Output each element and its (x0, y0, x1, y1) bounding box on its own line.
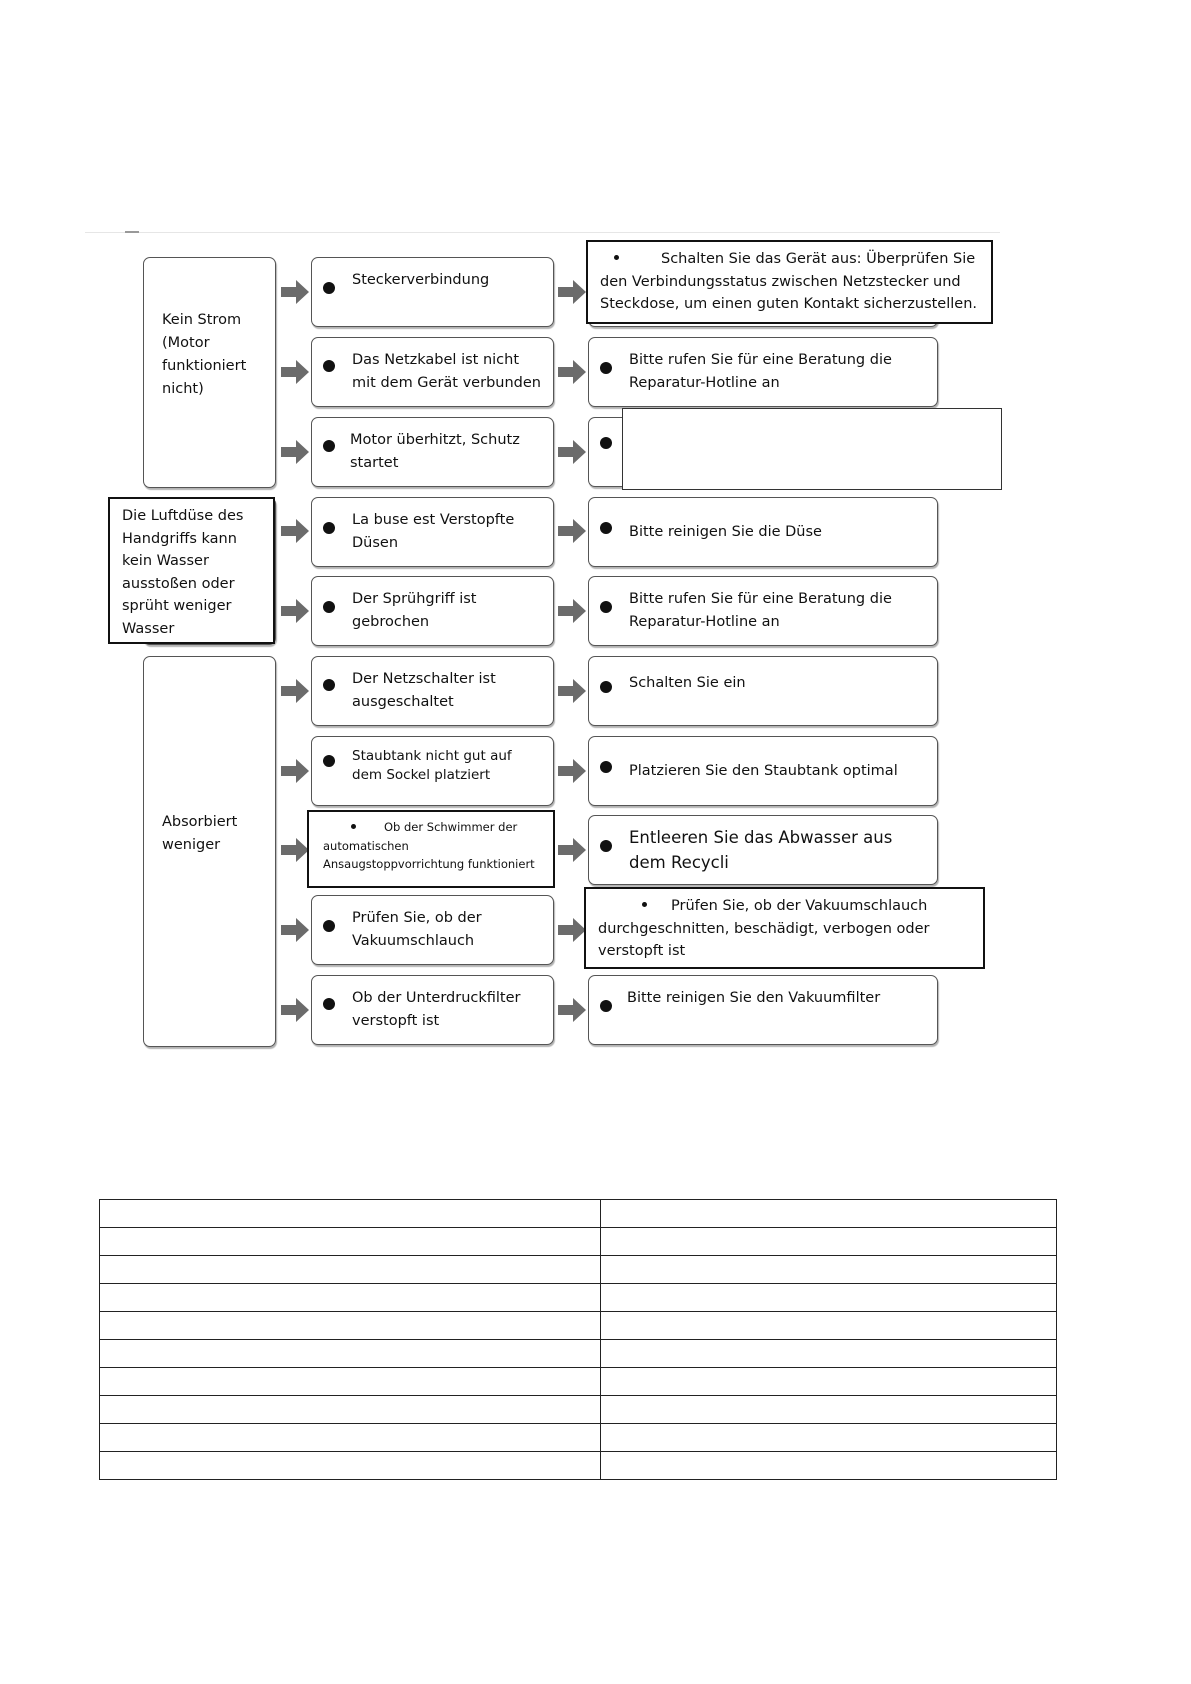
bullet-dot-icon (600, 840, 612, 852)
table-cell (601, 1256, 1057, 1284)
solution-text: Platzieren Sie den Staubtank optimal (629, 762, 898, 779)
bullet-dot-icon (323, 601, 335, 613)
cause-text: Der Netzschalter ist ausgeschaltet (352, 671, 496, 710)
table-row (100, 1424, 1057, 1452)
table-row (100, 1256, 1057, 1284)
table-cell (601, 1424, 1057, 1452)
cause-text: Prüfen Sie, ob der Vakuumschlauch (352, 910, 482, 949)
table-row (100, 1368, 1057, 1396)
table-cell (601, 1228, 1057, 1256)
table-row (100, 1340, 1057, 1368)
bullet-dot-icon (600, 761, 612, 773)
cause-box (311, 895, 554, 965)
bullet-dot-icon (600, 681, 612, 693)
solution-box (588, 497, 938, 567)
category-label: Absorbiert weniger (162, 813, 238, 853)
solution-box (588, 975, 938, 1045)
arrow-right-icon (281, 918, 309, 942)
category-no-power (143, 257, 276, 488)
arrow-right-icon (281, 280, 309, 304)
bullet-dot-icon (323, 360, 335, 372)
bullet-dot-icon (323, 998, 335, 1010)
table-row (100, 1312, 1057, 1340)
bullet-dot-icon (323, 755, 335, 767)
arrow-right-icon (558, 918, 586, 942)
arrow-right-icon (281, 440, 309, 464)
bullet-dot-icon (600, 362, 612, 374)
cause-box (311, 736, 554, 806)
category-absorbs-less (143, 656, 276, 1047)
bullet-dot-icon (323, 920, 335, 932)
solution-box (588, 815, 938, 885)
solution-box (588, 736, 938, 806)
solution-text: Schalten Sie das Gerät aus: Überprüfen Sie den Verbindungsstatus zwischen Netzstecker und Steckdose, um einen guten Kontakt sicherzustellen. (600, 251, 978, 312)
solution-box (588, 337, 938, 407)
cause-text: Ob der Schwimmer der automatischen Ansaugstoppvorrichtung funktioniert (323, 820, 535, 871)
table-cell (601, 1396, 1057, 1424)
table-cell (100, 1452, 601, 1480)
arrow-right-icon (558, 519, 586, 543)
table-cell (601, 1200, 1057, 1228)
arrow-right-icon (558, 360, 586, 384)
solution-box-hose (584, 887, 985, 969)
category-nozzle (108, 497, 275, 644)
bullet-icon (351, 824, 356, 829)
arrow-right-icon (558, 679, 586, 703)
arrow-right-icon (281, 599, 309, 623)
arrow-right-icon (558, 280, 586, 304)
cause-text: Ob der Unterdruckfilter verstopft ist (352, 990, 521, 1029)
solution-text: Bitte rufen Sie für eine Beratung die Reparatur-Hotline an (629, 352, 892, 391)
table-cell (100, 1424, 601, 1452)
bullet-dot-icon (600, 1000, 612, 1012)
table-cell (601, 1368, 1057, 1396)
table-row (100, 1228, 1057, 1256)
solution-text: Schalten Sie ein (629, 675, 746, 691)
cause-box-float-switch (307, 810, 555, 888)
solution-box-plug (586, 240, 993, 324)
bullet-dot-icon (600, 601, 612, 613)
bullet-icon (614, 255, 619, 260)
arrow-right-icon (281, 519, 309, 543)
category-label: Die Luftdüse des Handgriffs kann kein Wasser ausstoßen oder sprüht weniger Wasser (122, 508, 244, 637)
cause-box (311, 337, 554, 407)
table-row (100, 1284, 1057, 1312)
table-cell (100, 1256, 601, 1284)
cause-box (311, 576, 554, 646)
solution-blank-overlay (622, 408, 1002, 490)
arrow-right-icon (558, 759, 586, 783)
category-label: Kein Strom (Motor funktioniert nicht) (162, 311, 247, 397)
arrow-right-icon (281, 838, 309, 862)
cause-text: Das Netzkabel ist nicht mit dem Gerät verbunden (352, 352, 541, 391)
cause-box (311, 975, 554, 1045)
arrow-right-icon (281, 759, 309, 783)
table-cell (100, 1284, 601, 1312)
bullet-dot-icon (323, 282, 335, 294)
bullet-dot-icon (323, 522, 335, 534)
bullet-dot-icon (600, 437, 612, 449)
table-cell (100, 1228, 601, 1256)
table-row (100, 1396, 1057, 1424)
table-cell (601, 1340, 1057, 1368)
cause-text: Der Sprühgriff ist gebrochen (352, 591, 477, 630)
cause-box (311, 497, 554, 567)
table-row (100, 1452, 1057, 1480)
table-cell (100, 1200, 601, 1228)
bullet-dot-icon (323, 679, 335, 691)
table-cell (100, 1312, 601, 1340)
solution-text: Bitte reinigen Sie die Düse (629, 523, 822, 540)
arrow-right-icon (558, 998, 586, 1022)
table-cell (100, 1396, 601, 1424)
solution-box (588, 656, 938, 726)
arrow-right-icon (558, 838, 586, 862)
solution-box (588, 576, 938, 646)
arrow-right-icon (281, 998, 309, 1022)
table-cell (601, 1452, 1057, 1480)
table-cell (601, 1312, 1057, 1340)
top-rule (85, 232, 1000, 233)
table-row (100, 1200, 1057, 1228)
bullet-dot-icon (323, 440, 335, 452)
cause-box (311, 656, 554, 726)
solution-text: Prüfen Sie, ob der Vakuumschlauch durchgeschnitten, beschädigt, verbogen oder verstopft ist (598, 898, 930, 959)
table-cell (100, 1368, 601, 1396)
cause-text: Motor überhitzt, Schutz startet (350, 432, 520, 471)
empty-table (99, 1199, 1057, 1480)
cause-text: Staubtank nicht gut auf dem Sockel platziert (352, 748, 512, 783)
cause-box (311, 257, 554, 327)
cause-box (311, 417, 554, 487)
arrow-right-icon (281, 679, 309, 703)
table-cell (601, 1284, 1057, 1312)
table-cell (100, 1340, 601, 1368)
solution-text: Entleeren Sie das Abwasser aus dem Recycli (629, 828, 893, 872)
arrow-right-icon (281, 360, 309, 384)
top-mark (125, 231, 139, 233)
bullet-dot-icon (600, 522, 612, 534)
bullet-icon (642, 902, 647, 907)
solution-text: Bitte rufen Sie für eine Beratung die Reparatur-Hotline an (629, 591, 892, 630)
arrow-right-icon (558, 599, 586, 623)
cause-text: La buse est Verstopfte Düsen (352, 512, 515, 551)
solution-text: Bitte reinigen Sie den Vakuumfilter (627, 990, 881, 1006)
arrow-right-icon (558, 440, 586, 464)
cause-text: Steckerverbindung (352, 272, 490, 288)
